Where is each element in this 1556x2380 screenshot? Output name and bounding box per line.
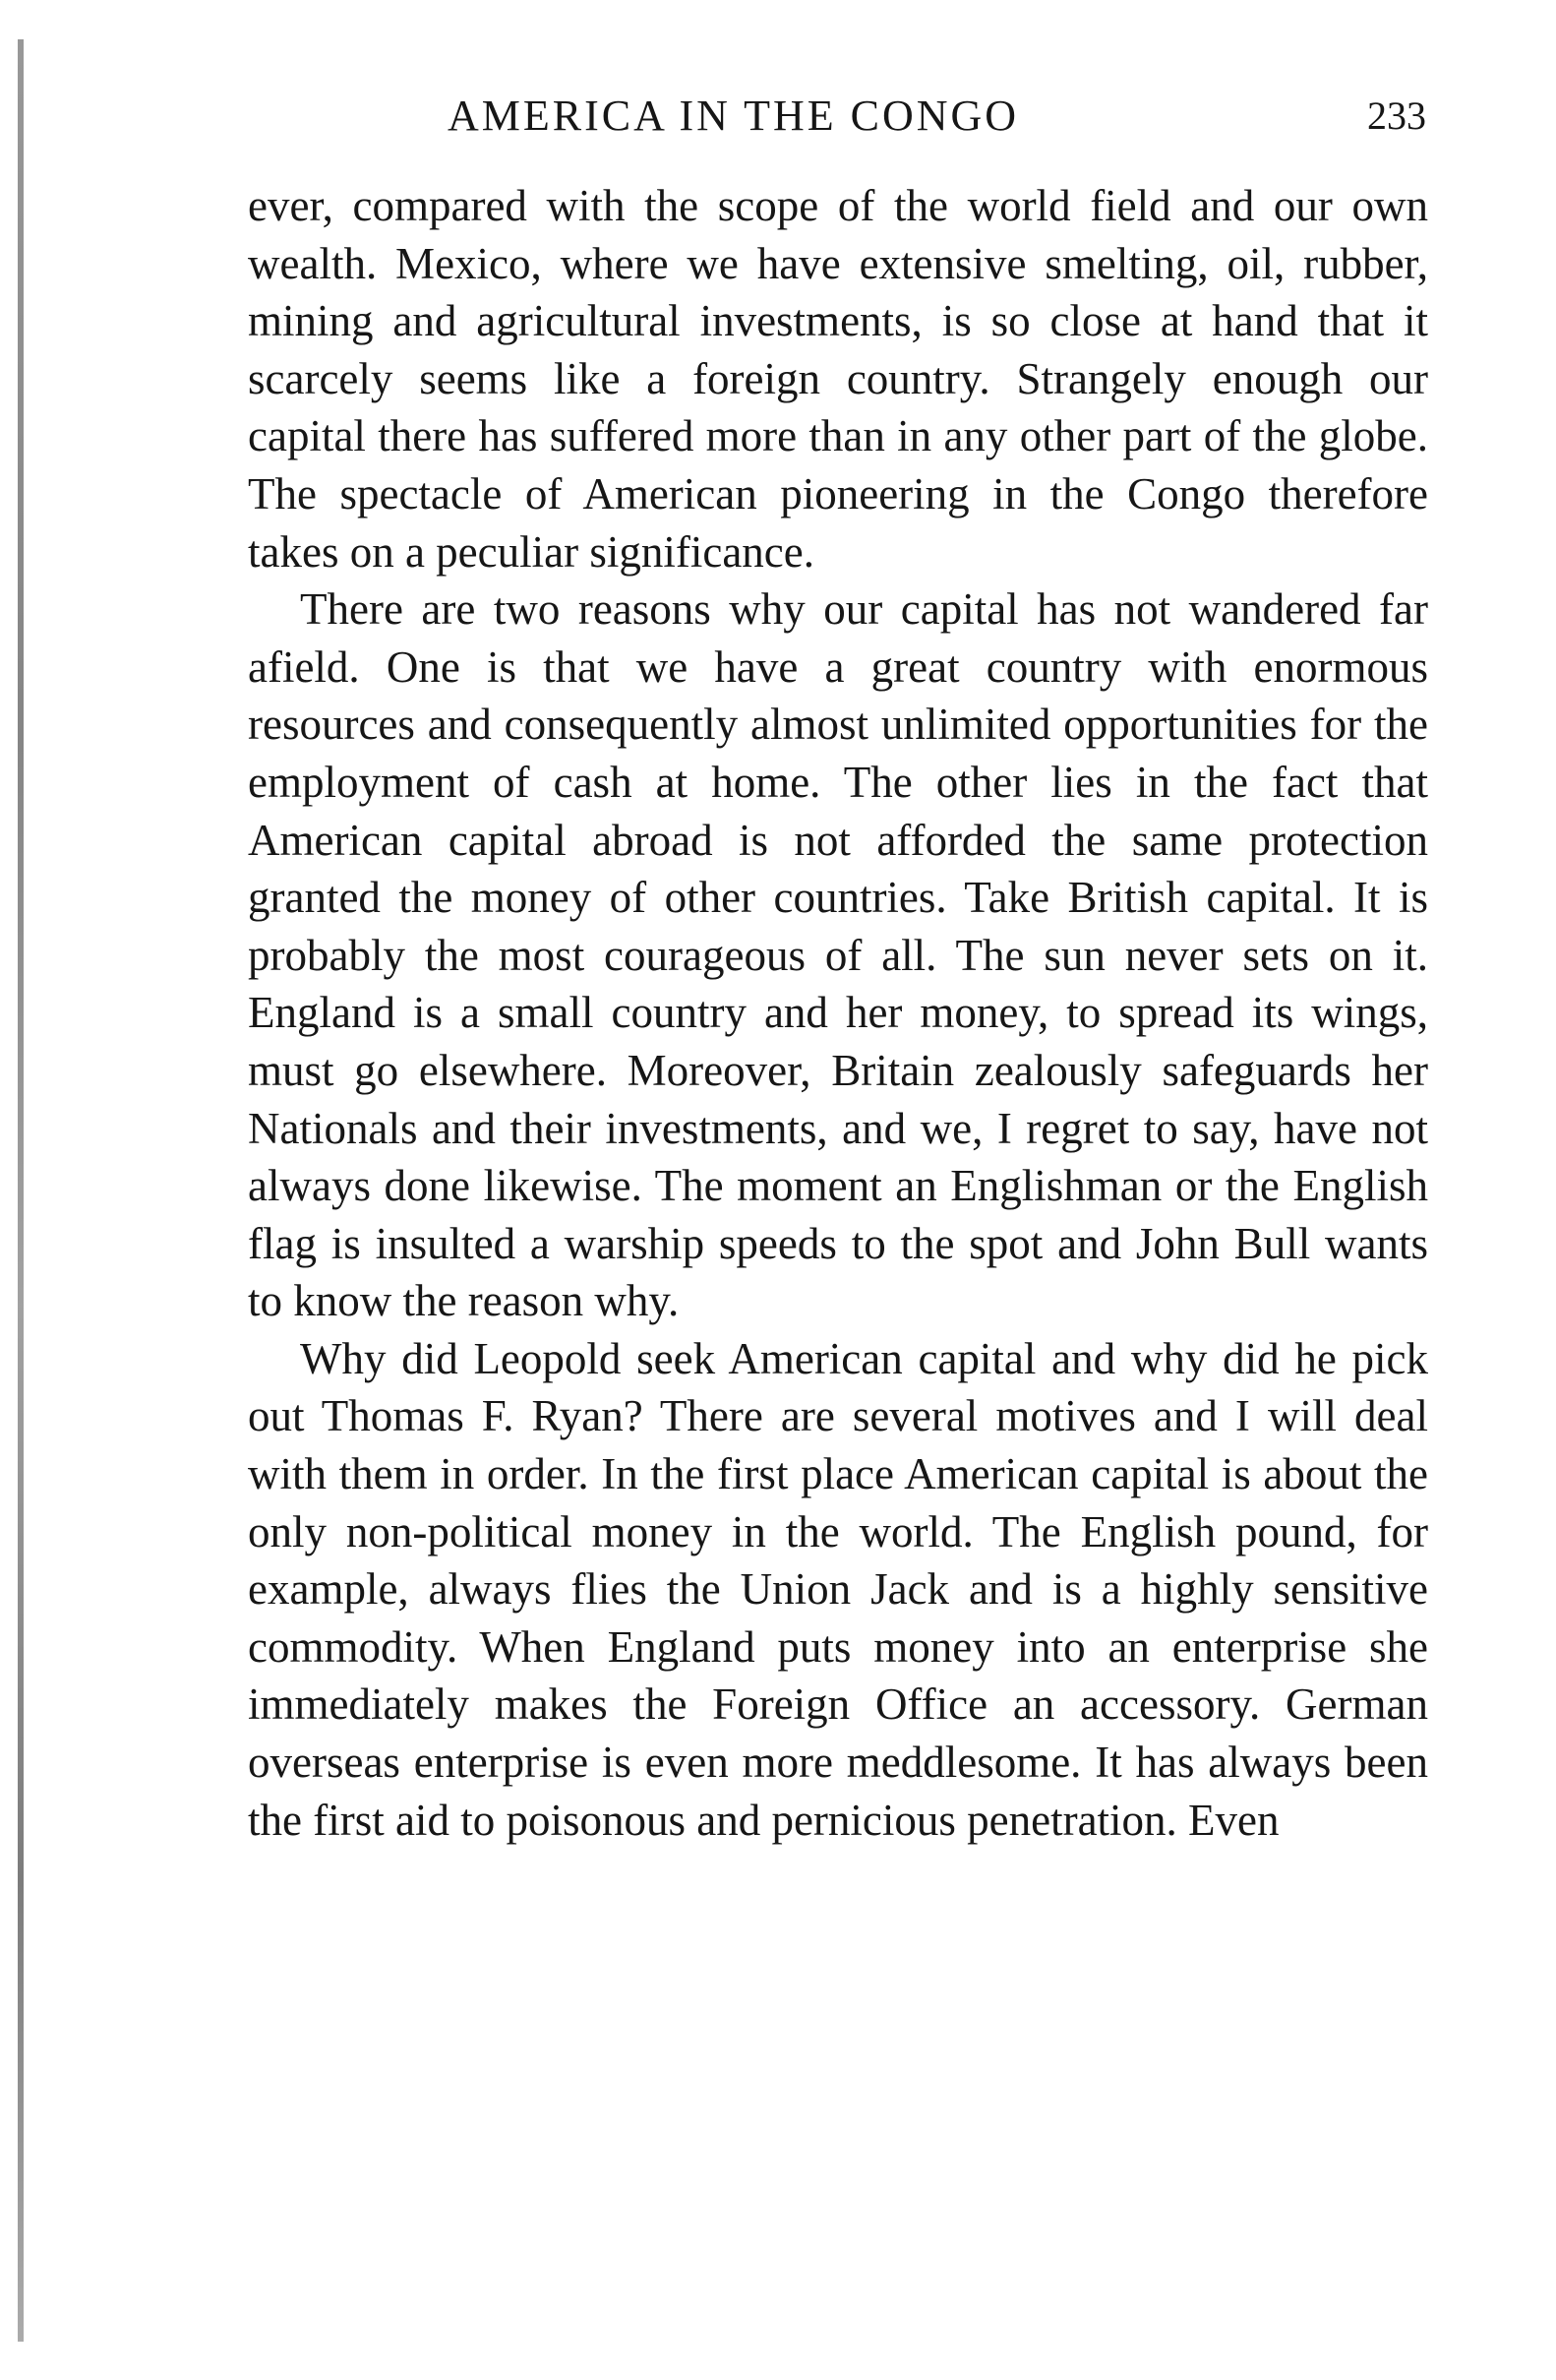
page-binding-edge [18,39,24,2342]
body-text [248,177,1428,1849]
paragraph-3: Why did Leopold seek American capital and why did he pick out Thomas F. Ryan? There are several motives and I will deal with them in order. In the first place American capital is about the only non-political money in the world. The English pound, for example, always flies the Union Jack and is a highly sensitive commodity. When England puts money into an enterprise she immediately makes the Foreign Office an accessory. German overseas enterprise is even more meddlesome. It has always been the first aid to poisonous and pernicious penetration. Even [248,1333,1428,1845]
running-head: AMERICA IN THE CONGO [448,92,1020,140]
paragraph-2: There are two reasons why our capital has not wandered far afield. One is that we have a great country with enormous resources and consequently almost unlimited opportunities for the employment of cash at home. The other lies in the fact that American capital abroad is not afforded the same protection granted the money of other countries. Take British capital. It is probably the most courageous of all. The sun never sets on it. England is a small country and her money, to spread its wings, must go elsewhere. Moreover, Britain zealously safeguards her Nationals and their investments, and we, I regret to say, have not always done likewise. The moment an Englishman or the English flag is insulted a warship speeds to the spot and John Bull wants to know the reason why. [248,584,1428,1326]
page-number: 233 [1367,93,1426,138]
page-header [246,91,1426,150]
paragraph-1: ever, compared with the scope of the world field and our own wealth. Mexico, where we have extensive smelting, oil, rubber, mining and agricultural investments, is so close at hand that it scarcely seems like a foreign country. Strangely enough our capital there has suffered more than in any other part of the globe. The spectacle of American pioneering in the Congo therefore takes on a peculiar significance. [248,181,1428,577]
